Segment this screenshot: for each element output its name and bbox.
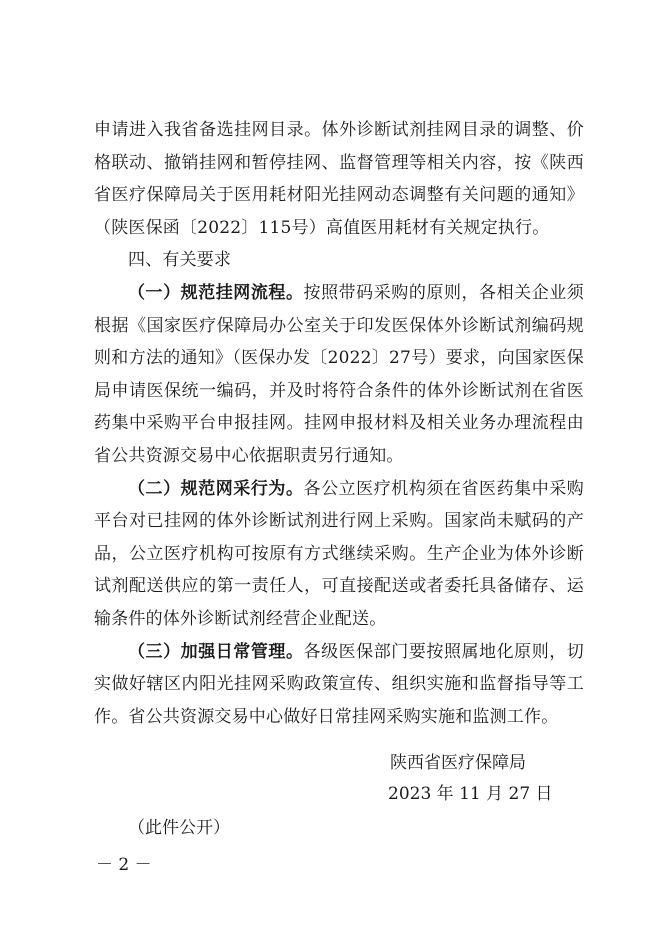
requirement-item-3-text: 各级医保部门要按照属地化原则，切实做好辖区内阳光挂网采购政策宣传、组织实施和监督指导等工作。省公共资源交易中心做好日常挂网采购实施和监测工作。 (94, 641, 585, 727)
page-number: － 2 － (96, 855, 152, 875)
requirement-item-2 (94, 473, 584, 636)
document-body (94, 114, 584, 733)
requirement-item-1-text: 按照带码采购的原则，各相关企业须根据《国家医疗保障局办公室关于印发医保体外诊断试剂编码规则和方法的通知》（医保办发〔2022〕27号）要求，向国家医保局申请医保统一编码，并及时将符合条件的体外诊断试剂在省医药集中采购平台申报挂网。挂网申报材料及相关业务办理流程由省公共资源交易中心依据职责另行通知。 (94, 282, 585, 466)
signature-organization: 陕西省医疗保障局 (390, 753, 526, 773)
requirement-item-3-lead: （三）加强日常管理。 (128, 641, 304, 662)
requirement-item-1 (94, 277, 584, 473)
requirement-item-3 (94, 636, 584, 734)
requirement-item-2-lead: （二）规范网采行为。 (128, 478, 304, 499)
section-heading: 四、有关要求 (128, 250, 232, 271)
continuation-paragraph: 申请进入我省备选挂网目录。体外诊断试剂挂网目录的调整、价格联动、撤销挂网和暂停挂网、监督管理等相关内容，按《陕西省医疗保障局关于医用耗材阳光挂网动态调整有关问题的通知》（陕医保函〔2022〕115号）高值医用耗材有关规定执行。 (94, 120, 584, 238)
signature-date: 2023 年 11 月 27 日 (388, 784, 553, 804)
requirement-item-2-text: 各公立医疗机构须在省医药集中采购平台对已挂网的体外诊断试剂进行网上采购。国家尚未赋码的产品，公立医疗机构可按原有方式继续采购。生产企业为体外诊断试剂配送供应的第一责任人，可直接配送或者委托具备储存、运输条件的体外诊断试剂经营企业配送。 (94, 478, 585, 629)
requirement-item-1-lead: （一）规范挂网流程。 (128, 282, 304, 303)
public-note: （此件公开） (128, 818, 230, 838)
